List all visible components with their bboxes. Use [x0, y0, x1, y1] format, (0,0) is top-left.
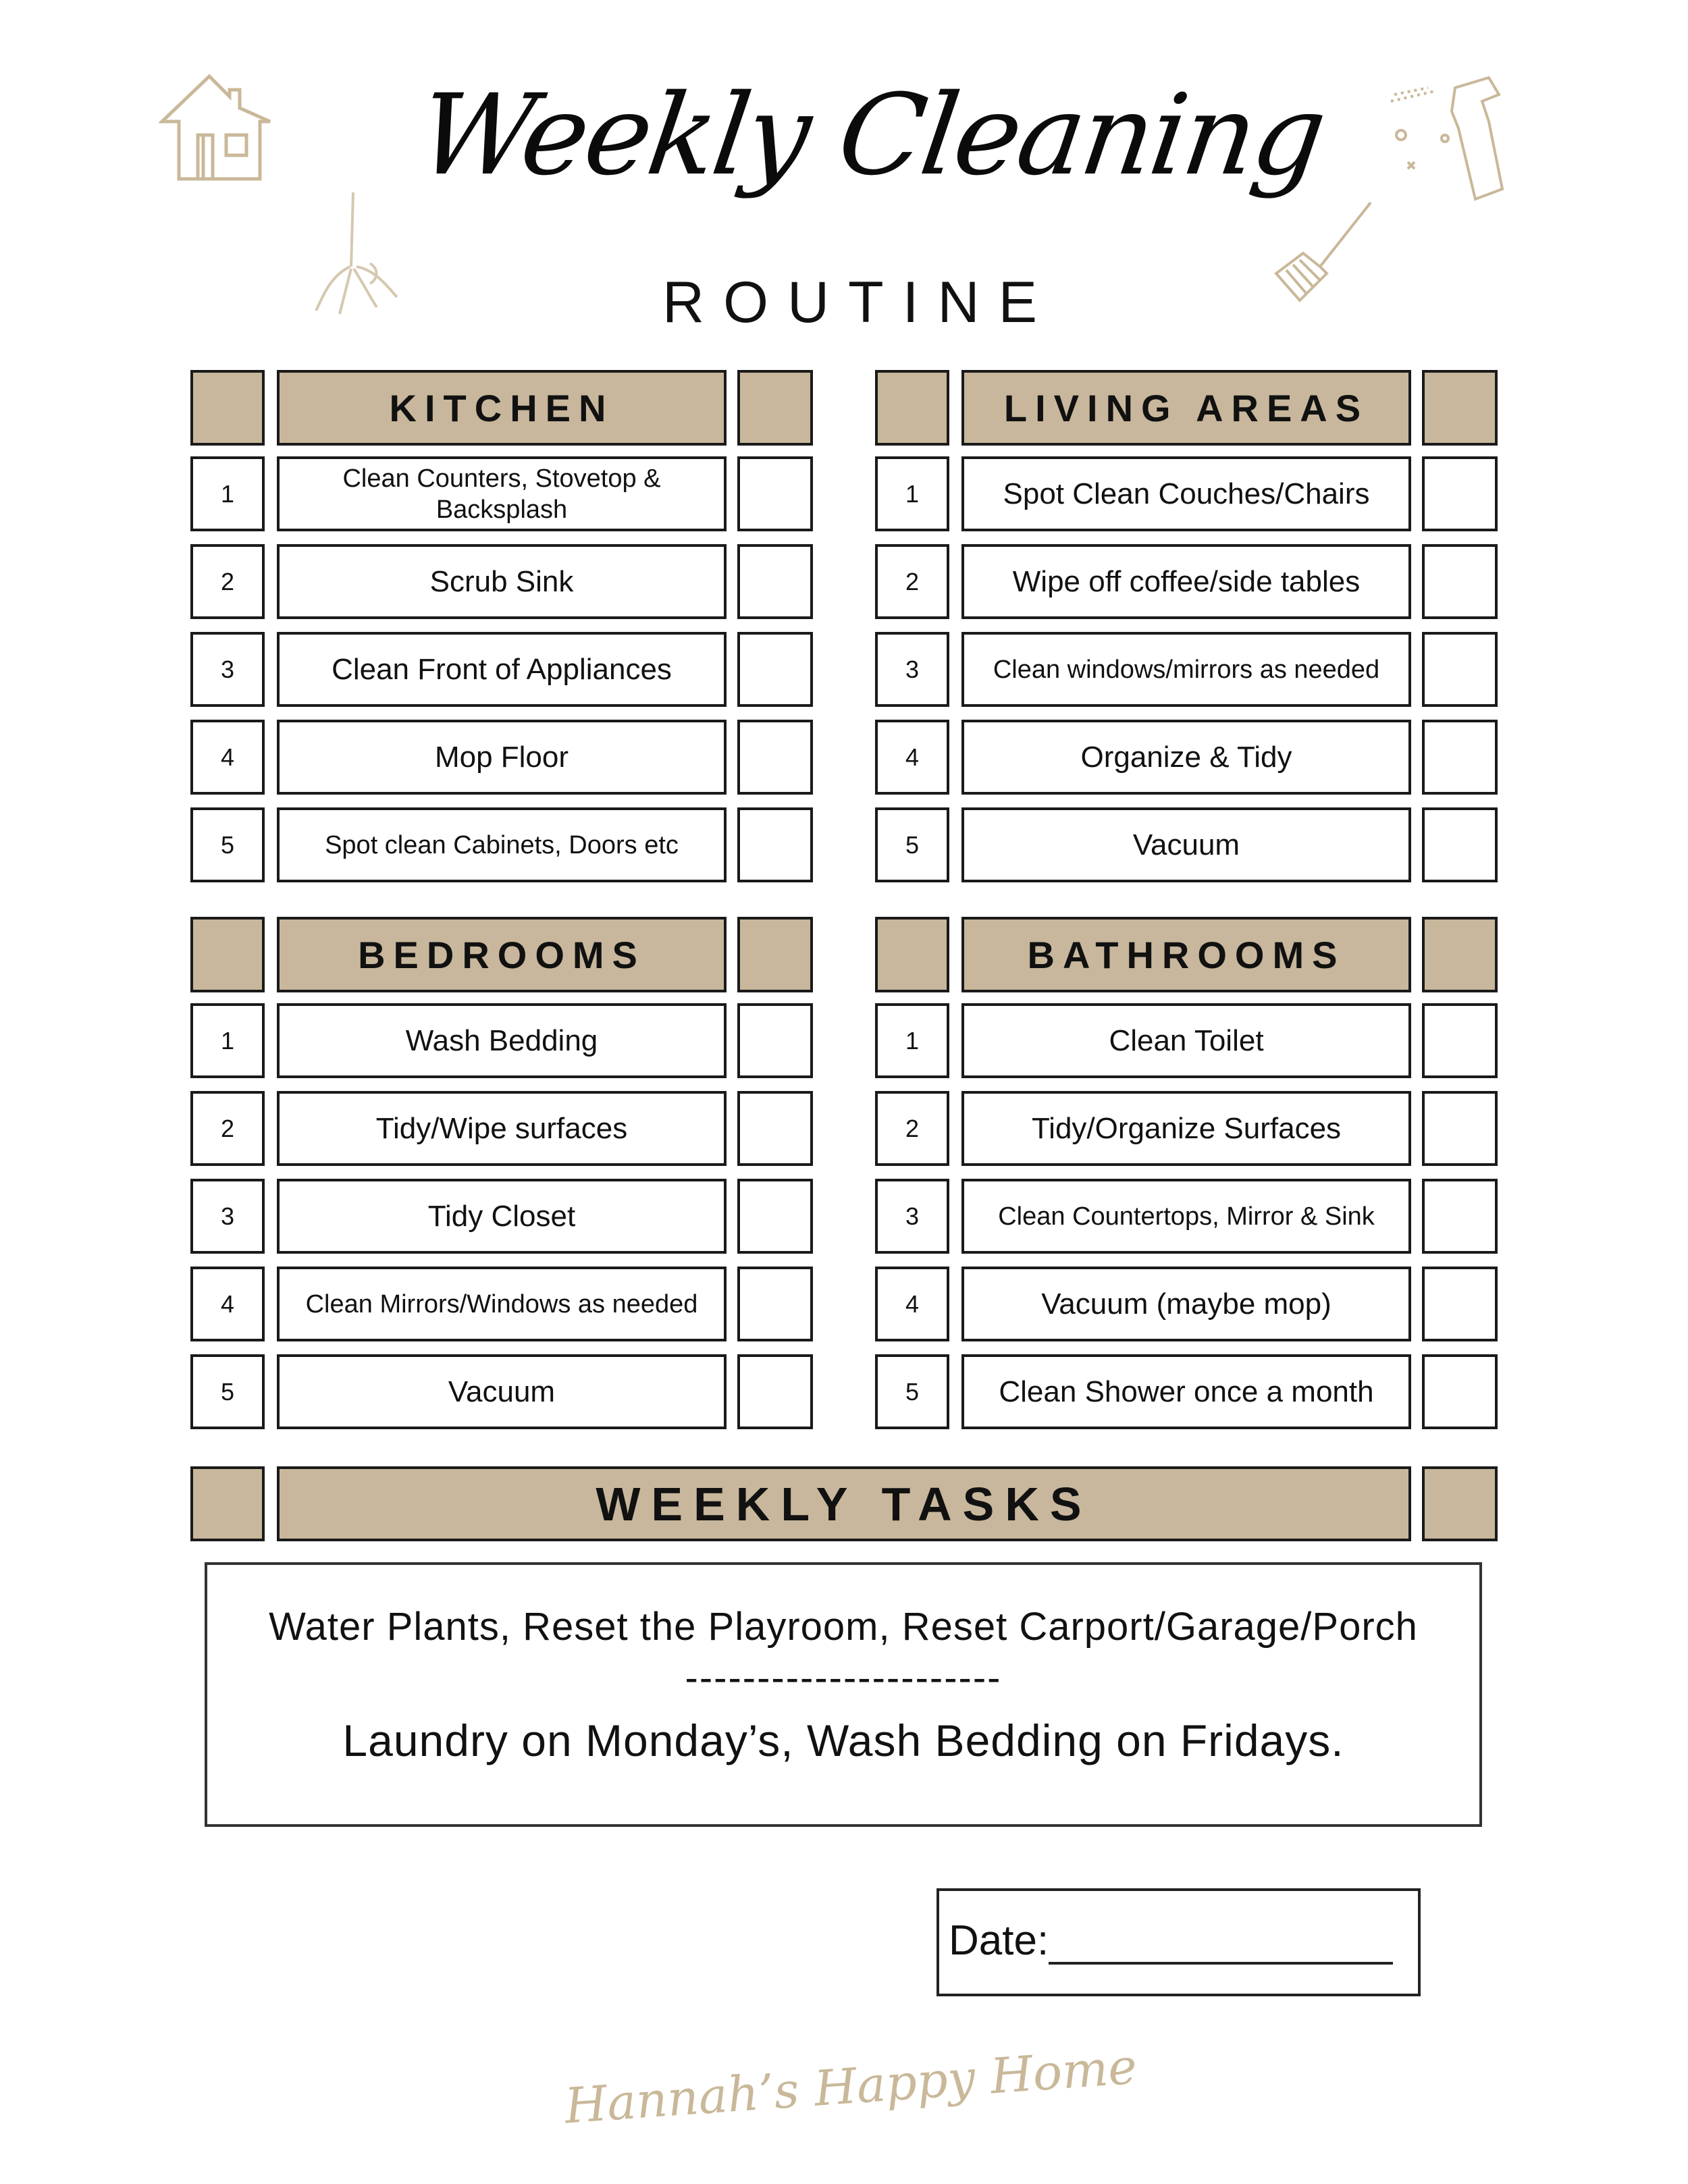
kitchen-task-label: Spot clean Cabinets, Doors etc	[277, 807, 727, 882]
living-areas-task-checkbox[interactable]	[1422, 632, 1498, 707]
living-areas-task-number: 1	[875, 456, 949, 531]
brand-signature: Hannah’s Happy Home	[562, 2037, 1139, 2135]
kitchen-task-number: 2	[190, 544, 265, 619]
kitchen-task-checkbox[interactable]	[737, 632, 813, 707]
bedrooms-task-number: 4	[190, 1267, 265, 1341]
bedrooms-task-label: Clean Mirrors/Windows as needed	[277, 1267, 727, 1341]
living-areas-task-checkbox[interactable]	[1422, 807, 1498, 882]
weekly-divider: ----------------------	[685, 1656, 1002, 1700]
bedrooms-task-label: Tidy Closet	[277, 1179, 727, 1254]
weekly-left-cell	[190, 1466, 265, 1541]
bedrooms-task-checkbox[interactable]	[737, 1003, 813, 1078]
kitchen-task-label: Scrub Sink	[277, 544, 727, 619]
page-subtitle: ROUTINE	[662, 270, 1056, 335]
kitchen-task-checkbox[interactable]	[737, 807, 813, 882]
bathrooms-task-number: 3	[875, 1179, 949, 1254]
bathrooms-task-label: Clean Countertops, Mirror & Sink	[961, 1179, 1411, 1254]
bathrooms-task-label: Clean Toilet	[961, 1003, 1411, 1078]
date-field[interactable]	[937, 1888, 1421, 1996]
kitchen-task-number: 4	[190, 720, 265, 795]
living-areas-task-label: Clean windows/mirrors as needed	[961, 632, 1411, 707]
living-areas-task-number: 3	[875, 632, 949, 707]
weekly-line-1: Water Plants, Reset the Playroom, Reset Carport/Garage/Porch	[269, 1605, 1418, 1649]
weekly-tasks-box	[205, 1562, 1482, 1827]
date-input-line[interactable]	[1049, 1921, 1393, 1965]
bedrooms-task-checkbox[interactable]	[737, 1267, 813, 1341]
bedrooms-task-number: 1	[190, 1003, 265, 1078]
living-areas-task-label: Wipe off coffee/side tables	[961, 544, 1411, 619]
bedrooms-task-number: 3	[190, 1179, 265, 1254]
bathrooms-task-checkbox[interactable]	[1422, 1091, 1498, 1166]
bathrooms-task-checkbox[interactable]	[1422, 1179, 1498, 1254]
kitchen-task-label: Clean Counters, Stovetop & Backsplash	[277, 456, 727, 531]
living-areas-header-right	[1422, 370, 1498, 446]
living-areas-header: LIVING AREAS	[961, 370, 1411, 446]
bathrooms-task-number: 4	[875, 1267, 949, 1341]
weekly-right-cell	[1422, 1466, 1498, 1541]
living-areas-task-label: Vacuum	[961, 807, 1411, 882]
bathrooms-task-number: 1	[875, 1003, 949, 1078]
kitchen-task-number: 3	[190, 632, 265, 707]
kitchen-task-label: Mop Floor	[277, 720, 727, 795]
kitchen-task-checkbox[interactable]	[737, 720, 813, 795]
living-areas-task-number: 4	[875, 720, 949, 795]
bathrooms-header: BATHROOMS	[961, 917, 1411, 992]
bathrooms-header-right	[1422, 917, 1498, 992]
bedrooms-task-label: Vacuum	[277, 1354, 727, 1429]
living-areas-task-checkbox[interactable]	[1422, 456, 1498, 531]
bathrooms-header-left	[875, 917, 949, 992]
bathrooms-task-label: Clean Shower once a month	[961, 1354, 1411, 1429]
weekly-line-2: Laundry on Monday’s, Wash Bedding on Fridays.	[342, 1715, 1344, 1765]
date-label: Date:	[949, 1917, 1049, 1964]
kitchen-task-number: 5	[190, 807, 265, 882]
living-areas-task-checkbox[interactable]	[1422, 720, 1498, 795]
living-areas-task-number: 5	[875, 807, 949, 882]
bedrooms-task-label: Wash Bedding	[277, 1003, 727, 1078]
living-areas-task-number: 2	[875, 544, 949, 619]
bathrooms-task-checkbox[interactable]	[1422, 1003, 1498, 1078]
kitchen-task-label: Clean Front of Appliances	[277, 632, 727, 707]
bathrooms-task-label: Vacuum (maybe mop)	[961, 1267, 1411, 1341]
bathrooms-task-checkbox[interactable]	[1422, 1354, 1498, 1429]
kitchen-header-right	[737, 370, 813, 446]
living-areas-task-checkbox[interactable]	[1422, 544, 1498, 619]
living-areas-task-label: Spot Clean Couches/Chairs	[961, 456, 1411, 531]
living-areas-task-label: Organize & Tidy	[961, 720, 1411, 795]
house-icon	[159, 71, 280, 186]
bedrooms-task-checkbox[interactable]	[737, 1091, 813, 1166]
bathrooms-task-checkbox[interactable]	[1422, 1267, 1498, 1341]
bedrooms-header: BEDROOMS	[277, 917, 727, 992]
kitchen-header: KITCHEN	[277, 370, 727, 446]
bedrooms-task-checkbox[interactable]	[737, 1354, 813, 1429]
bedrooms-task-number: 2	[190, 1091, 265, 1166]
kitchen-task-checkbox[interactable]	[737, 544, 813, 619]
bedrooms-task-checkbox[interactable]	[737, 1179, 813, 1254]
kitchen-header-left	[190, 370, 265, 446]
weekly-tasks-header: WEEKLY TASKS	[277, 1466, 1411, 1541]
bedrooms-header-left	[190, 917, 265, 992]
bathrooms-task-label: Tidy/Organize Surfaces	[961, 1091, 1411, 1166]
living-areas-header-left	[875, 370, 949, 446]
kitchen-task-number: 1	[190, 456, 265, 531]
bathrooms-task-number: 5	[875, 1354, 949, 1429]
page-title: Weekly Cleaning	[411, 70, 1331, 200]
bedrooms-task-number: 5	[190, 1354, 265, 1429]
bedrooms-header-right	[737, 917, 813, 992]
kitchen-task-checkbox[interactable]	[737, 456, 813, 531]
bathrooms-task-number: 2	[875, 1091, 949, 1166]
bedrooms-task-label: Tidy/Wipe surfaces	[277, 1091, 727, 1166]
